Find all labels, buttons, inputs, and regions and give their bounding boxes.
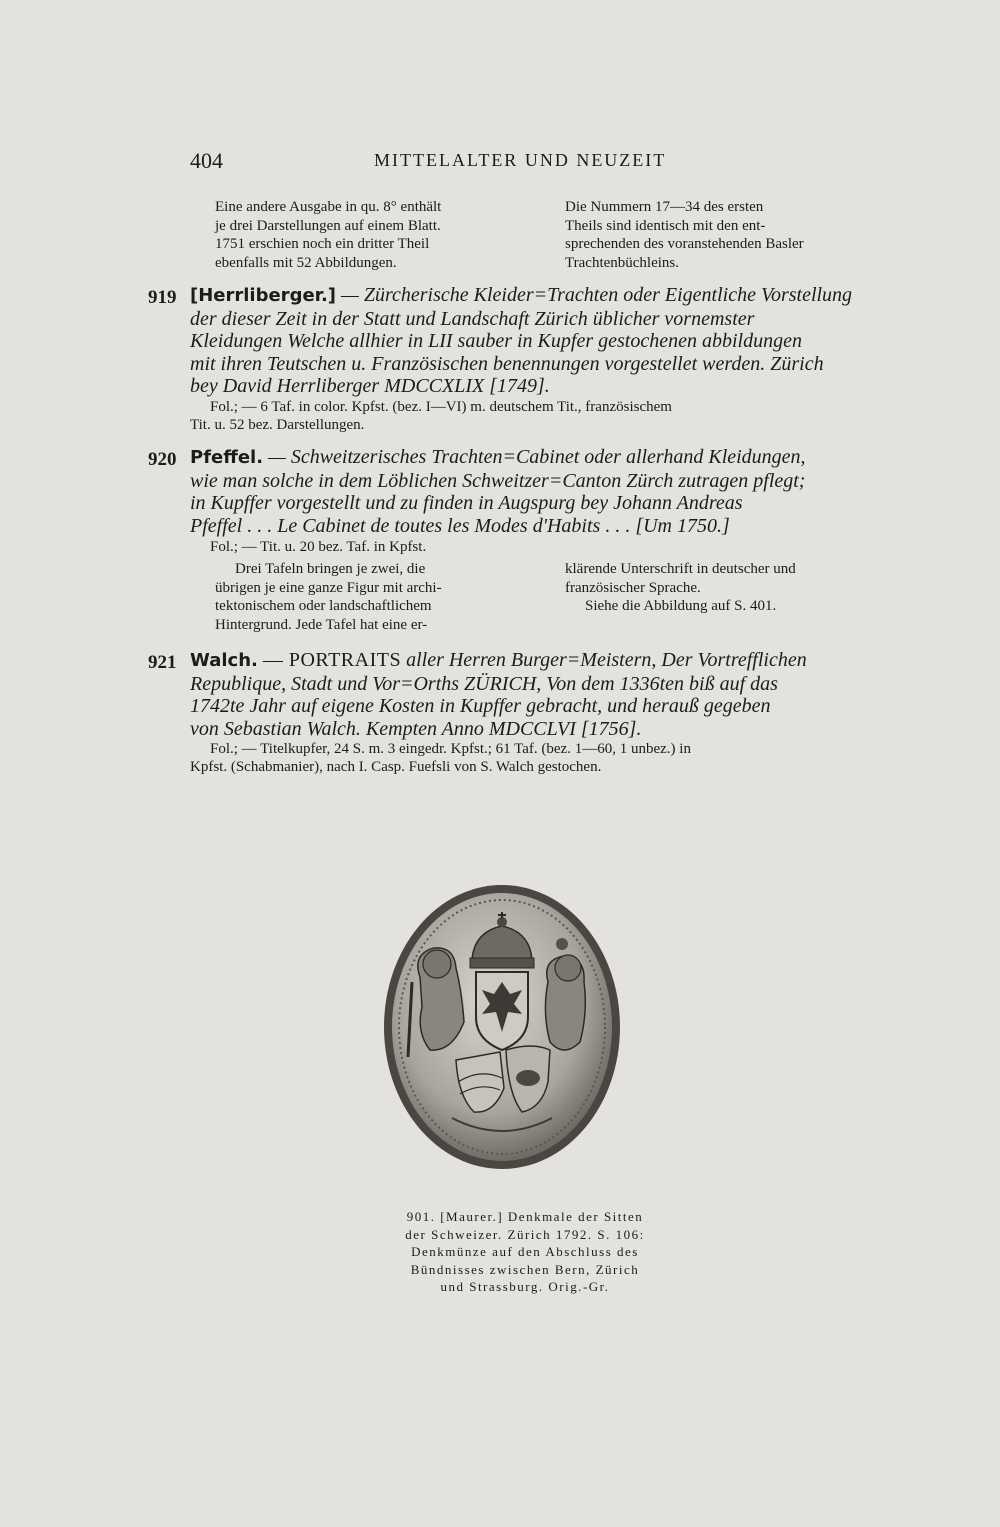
caption-line: und Strassburg. Orig.-Gr.: [440, 1279, 610, 1294]
meta-line: Fol.; — Titelkupfer, 24 S. m. 3 eingedr. Kpfst.; 61 Taf. (bez. 1—60, 1 unbez.) in: [210, 741, 691, 757]
title-line: bey David Herrliberger MDCCXLIX [1749].: [190, 375, 550, 397]
note-line: 1751 erschien noch ein dritter Theil: [215, 236, 430, 252]
note-line: je drei Darstellungen auf einem Blatt.: [215, 217, 441, 234]
note-line: französischer Sprache.: [565, 579, 701, 596]
meta-line: Fol.; — 6 Taf. in color. Kpfst. (bez. I—VI) m. deutschem Tit., französischem: [210, 399, 672, 415]
entry-number-919: 919: [148, 287, 177, 308]
note-line: Drei Tafeln bringen je zwei, die: [235, 561, 426, 577]
entry-920-meta: [190, 538, 862, 556]
note-line: Trachtenbüchleins.: [565, 254, 680, 271]
note-line: tektonischem oder landschaftlichem: [215, 598, 432, 614]
title-line: — Schweitzerisches Trachten=Cabinet oder allerhand Kleidungen,: [268, 446, 806, 468]
note-line: Eine andere Ausgabe in qu. 8° enthält: [215, 199, 442, 215]
title-line: mit ihren Teutschen u. Französischen benennungen vorgestellet werden. Zürich: [190, 352, 824, 375]
entry-number-921: 921: [148, 652, 177, 673]
entry-921-meta: [190, 740, 862, 776]
title-line: aller Herren Burger=Meistern, Der Vortrefflichen: [406, 649, 807, 671]
note-line: ebenfalls mit 52 Abbildungen.: [215, 254, 397, 271]
eagle-shield-icon: [476, 972, 528, 1050]
entry-919-title: [190, 284, 862, 398]
top-note-left: [215, 198, 540, 272]
note-line: übrigen je eine ganze Figur mit archi-: [215, 579, 442, 596]
entry-919-meta: [190, 398, 862, 434]
meta-line: Fol.; — Tit. u. 20 bez. Taf. in Kpfst.: [210, 539, 427, 555]
entry-920-note-left: [215, 560, 540, 634]
title-line: Kleidungen Welche allhier in LII sauber in Kupfer gestochenen abbildungen: [190, 330, 802, 352]
note-line: sprechenden des voranstehenden Basler: [565, 236, 804, 252]
caption-line: Denkmünze auf den Abschluss des: [411, 1244, 639, 1259]
note-line: klärende Unterschrift in deutscher und: [565, 561, 796, 577]
caption-line: Bündnisses zwischen Bern, Zürich: [410, 1261, 640, 1277]
entry-name: Pfeffel.: [190, 447, 264, 468]
running-head: [190, 148, 870, 178]
medal-illustration: [382, 882, 622, 1172]
running-title: MITTELALTER UND NEUZEIT: [374, 150, 667, 170]
page-number: 404: [190, 148, 223, 173]
entry-920-title: [190, 446, 862, 537]
figure-caption: [380, 1208, 670, 1296]
title-line: Republique, Stadt und Vor=Orths ZÜRICH, Von dem 1336ten biß auf das: [190, 672, 778, 695]
entry-number-920: 920: [148, 449, 177, 470]
note-line: Siehe die Abbildung auf S. 401.: [585, 598, 777, 614]
title-line: von Sebastian Walch. Kempten Anno MDCCLVI [1756].: [190, 717, 642, 740]
note-line: Theils sind identisch mit den ent-: [565, 217, 766, 234]
title-line: wie man solche in dem Löblichen Schweitzer=Canton Zürch zutragen pflegt;: [190, 469, 806, 492]
title-lead: — PORTRAITS: [262, 649, 402, 671]
entry-name: Walch.: [190, 650, 258, 671]
title-line: der dieser Zeit in der Statt und Landschaft Zürich üblicher vornemster: [190, 307, 755, 330]
meta-line: Kpfst. (Schabmanier), nach I. Casp. Fuefsli von S. Walch gestochen.: [190, 759, 602, 775]
note-line: Die Nummern 17—34 des ersten: [565, 199, 764, 215]
caption-line: 901. [Maurer.] Denkmale der Sitten: [406, 1209, 644, 1224]
entry-921-title: [190, 649, 862, 740]
note-line: Hintergrund. Jede Tafel hat eine er-: [215, 616, 428, 633]
title-line: in Kupffer vorgestellt und zu finden in Augspurg bey Johann Andreas: [190, 492, 743, 514]
title-line: — Zürcherische Kleider=Trachten oder Eigentliche Vorstellung: [341, 284, 853, 306]
entry-name: [Herrliberger.]: [190, 285, 337, 306]
meta-line: Tit. u. 52 bez. Darstellungen.: [190, 417, 365, 433]
caption-line: der Schweizer. Zürich 1792. S. 106:: [405, 1226, 645, 1242]
top-note-right: [565, 198, 862, 272]
title-line: 1742te Jahr auf eigene Kosten in Kupffer gebracht, und herauß gegeben: [190, 695, 771, 717]
entry-920-note-right: [565, 560, 862, 616]
title-line: Pfeffel . . . Le Cabinet de toutes les Modes d'Habits . . . [Um 1750.]: [190, 514, 730, 537]
